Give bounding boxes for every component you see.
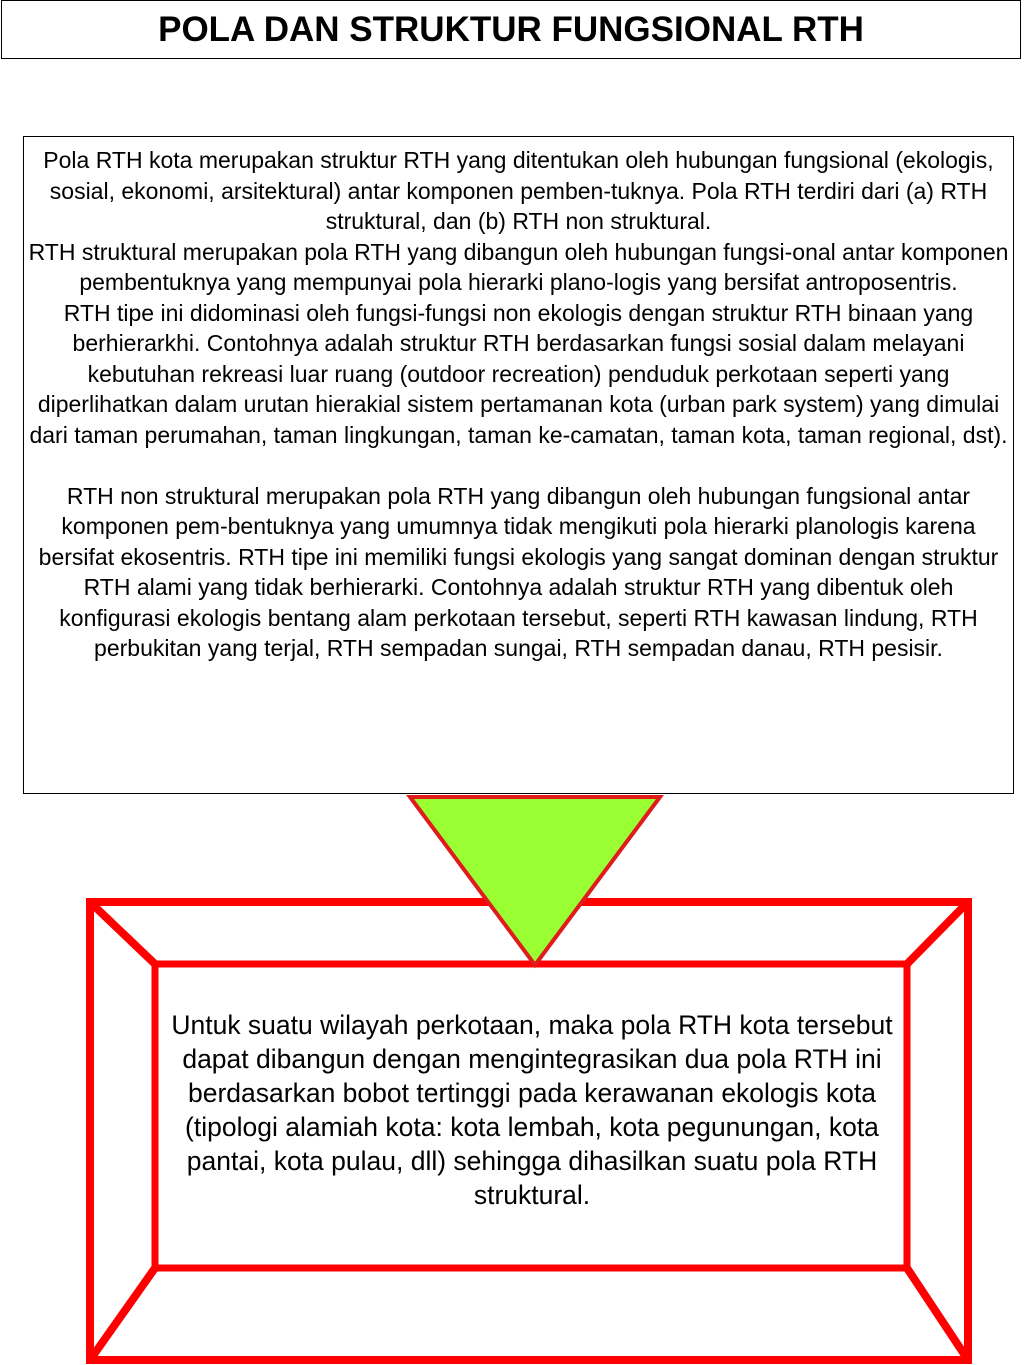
paragraph-non-structural-rth: RTH non struktural merupakan pola RTH yang dibangun oleh hubungan fungsional antar komponen pem-bentuknya yang umumnya tidak mengikuti pola hierarki planologis karena bersifat ekosentris. RTH tipe ini memiliki fungsi ekologis yang sangat dominan dengan struktur RTH alami yang tidak berhierarki. Contohnya adalah struktur RTH yang dibentuk oleh konfigurasi ekologis bentang alam perkotaan tersebut, seperti RTH kawasan lindung, RTH perbukitan yang terjal, RTH sempadan sungai, RTH sempadan danau, RTH pesisir. (38, 482, 999, 661)
down-arrow-triangle (410, 797, 660, 965)
paragraph-structural-rth: RTH struktural merupakan pola RTH yang dibangun oleh hubungan fungsi-onal antar komponen pembentuknya yang mempunyai pola hierarki plano-logis yang bersifat antroposentris. (28, 238, 1009, 295)
frame-bevel-bottom-right (907, 1268, 968, 1360)
frame-bevel-bottom-left (90, 1268, 155, 1360)
paragraph-structural-example: RTH tipe ini didominasi oleh fungsi-fungsi non ekologis dengan struktur RTH binaan yang berhierarkhi. Contohnya adalah struktur RTH berdasarkan fungsi sosial dalam melayani kebutuhan rekreasi luar ruang (outdoor recreation) penduduk perkotaan seperti yang diperlihatkan dalam urutan hierakial sistem pertamanan kota (urban park system) yang dimulai dari taman perumahan, taman lingkungan, taman ke-camatan, taman kota, taman regional, dst). (29, 299, 1008, 448)
conclusion-text: Untuk suatu wilayah perkotaan, maka pola RTH kota tersebut dapat dibangun dengan mengintegrasikan dua pola RTH ini berdasarkan bobot tertinggi pada kerawanan ekologis kota (tipologi alamiah kota: kota lembah, kota pegunungan, kota pantai, kota pulau, dll) sehingga dihasilkan suatu pola RTH struktural. (171, 1010, 893, 1210)
frame-bevel-top-left (90, 902, 155, 964)
paragraph-rth-pattern: Pola RTH kota merupakan struktur RTH yang ditentukan oleh hubungan fungsional (ekologis, sosial, ekonomi, arsitektural) antar komponen pemben-tuknya. Pola RTH terdiri dari (a) RTH struktural, dan (b) RTH non struktural. (43, 147, 994, 234)
page-title: POLA DAN STRUKTUR FUNGSIONAL RTH (158, 10, 864, 49)
frame-bevel-top-right (907, 902, 968, 964)
